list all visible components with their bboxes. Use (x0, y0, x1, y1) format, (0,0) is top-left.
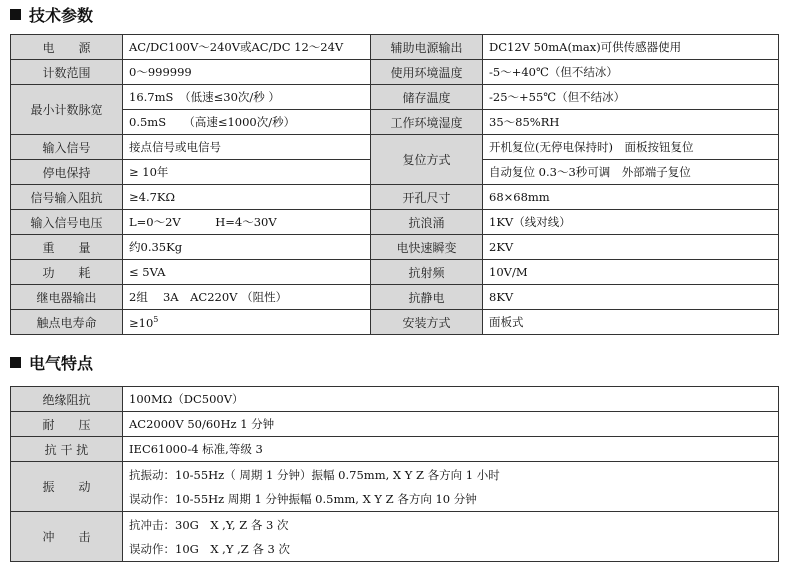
spec-label: 振 动 (11, 462, 123, 512)
table-row (11, 60, 779, 85)
param-value: AC/DC100V～240V或AC/DC 12～24V (123, 35, 371, 60)
param-value: 约0.35Kg (123, 235, 371, 260)
param-label: 继电器输出 (11, 285, 123, 310)
section-title-text: 电气特点 (29, 353, 94, 373)
param-label: 使用环境温度 (371, 60, 483, 85)
table-row (11, 35, 779, 60)
spec-value (123, 462, 779, 512)
param-label: 电快速瞬变 (371, 235, 483, 260)
spec-value (123, 512, 779, 562)
param-value: 16.7mS （低速≤30次/秒 ） (123, 85, 371, 110)
param-value: 35～85%RH (483, 110, 779, 135)
param-value: 面板式 (483, 310, 779, 335)
electrical-table (10, 386, 779, 562)
param-label: 工作环境湿度 (371, 110, 483, 135)
param-label: 输入信号 (11, 135, 123, 160)
param-value: 开机复位(无停电保持时) 面板按钮复位 (483, 135, 779, 160)
section-title-electrical (6, 350, 93, 374)
table-row (11, 135, 779, 160)
spec-value: AC2000V 50/60Hz 1 分钟 (123, 412, 779, 437)
param-label: 复位方式 (371, 135, 483, 185)
param-value: -5～+40℃（但不结冰） (483, 60, 779, 85)
contact-life-base: ≥10 (129, 315, 154, 330)
param-label: 储存温度 (371, 85, 483, 110)
spec-value-line: 误动作：10G X ,Y ,Z 各 3 次 (129, 541, 290, 556)
spec-value-line: 抗冲击：30G X ,Y, Z 各 3 次 (129, 517, 289, 532)
contact-life-exponent: 5 (153, 314, 159, 324)
spec-label: 绝缘阻抗 (11, 387, 123, 412)
param-value: 68×68mm (483, 185, 779, 210)
table-row (11, 110, 779, 135)
param-label: 安装方式 (371, 310, 483, 335)
table-row (11, 235, 779, 260)
param-value: ≥4.7KΩ (123, 185, 371, 210)
param-label: 电 源 (11, 35, 123, 60)
table-row (11, 260, 779, 285)
param-value (123, 310, 371, 335)
spec-value-line: 抗振动：10-55Hz（ 周期 1 分钟）振幅 0.75mm, X Y Z 各方向 1 小时 (129, 467, 500, 482)
param-label: 抗射频 (371, 260, 483, 285)
spec-value: 100MΩ（DC500V） (123, 387, 779, 412)
param-label: 抗静电 (371, 285, 483, 310)
square-bullet-icon (10, 9, 21, 20)
table-row (11, 387, 779, 412)
param-label: 重 量 (11, 235, 123, 260)
table-row (11, 185, 779, 210)
spec-label: 抗 干 扰 (11, 437, 123, 462)
table-row (11, 210, 779, 235)
param-label: 功 耗 (11, 260, 123, 285)
param-value: 1KV（线对线） (483, 210, 779, 235)
table-row (11, 512, 779, 562)
param-label: 最小计数脉宽 (11, 85, 123, 135)
param-label: 辅助电源输出 (371, 35, 483, 60)
param-value: 10V/M (483, 260, 779, 285)
param-value: -25～+55℃（但不结冰） (483, 85, 779, 110)
section-title-tech-params (6, 2, 93, 26)
table-row (11, 310, 779, 335)
spec-value-line: 误动作：10-55Hz 周期 1 分钟振幅 0.5mm, X Y Z 各方向 10 分钟 (129, 491, 477, 506)
param-label: 计数范围 (11, 60, 123, 85)
tech-params-table (10, 34, 779, 335)
param-value: 2KV (483, 235, 779, 260)
param-value: DC12V 50mA(max)可供传感器使用 (483, 35, 779, 60)
param-value: 8KV (483, 285, 779, 310)
table-row (11, 462, 779, 512)
param-label: 触点电寿命 (11, 310, 123, 335)
param-label: 开孔尺寸 (371, 185, 483, 210)
param-value: L=0～2V H=4～30V (123, 210, 371, 235)
param-label: 输入信号电压 (11, 210, 123, 235)
param-value: 2组 3A AC220V （阻性） (123, 285, 371, 310)
spec-label: 冲 击 (11, 512, 123, 562)
square-bullet-icon (10, 357, 21, 368)
param-value: ≤ 5VA (123, 260, 371, 285)
param-label: 停电保持 (11, 160, 123, 185)
param-value: 0.5mS （高速≤1000次/秒） (123, 110, 371, 135)
param-value: 接点信号或电信号 (123, 135, 371, 160)
spec-label: 耐 压 (11, 412, 123, 437)
section-title-text: 技术参数 (29, 5, 94, 25)
table-row (11, 437, 779, 462)
param-label: 抗浪涌 (371, 210, 483, 235)
spec-value: IEC61000-4 标准,等级 3 (123, 437, 779, 462)
table-row (11, 85, 779, 110)
param-value: ≥ 10年 (123, 160, 371, 185)
param-value: 自动复位 0.3～3秒可调 外部端子复位 (483, 160, 779, 185)
table-row (11, 285, 779, 310)
param-value: 0～999999 (123, 60, 371, 85)
param-label: 信号输入阻抗 (11, 185, 123, 210)
table-row (11, 412, 779, 437)
